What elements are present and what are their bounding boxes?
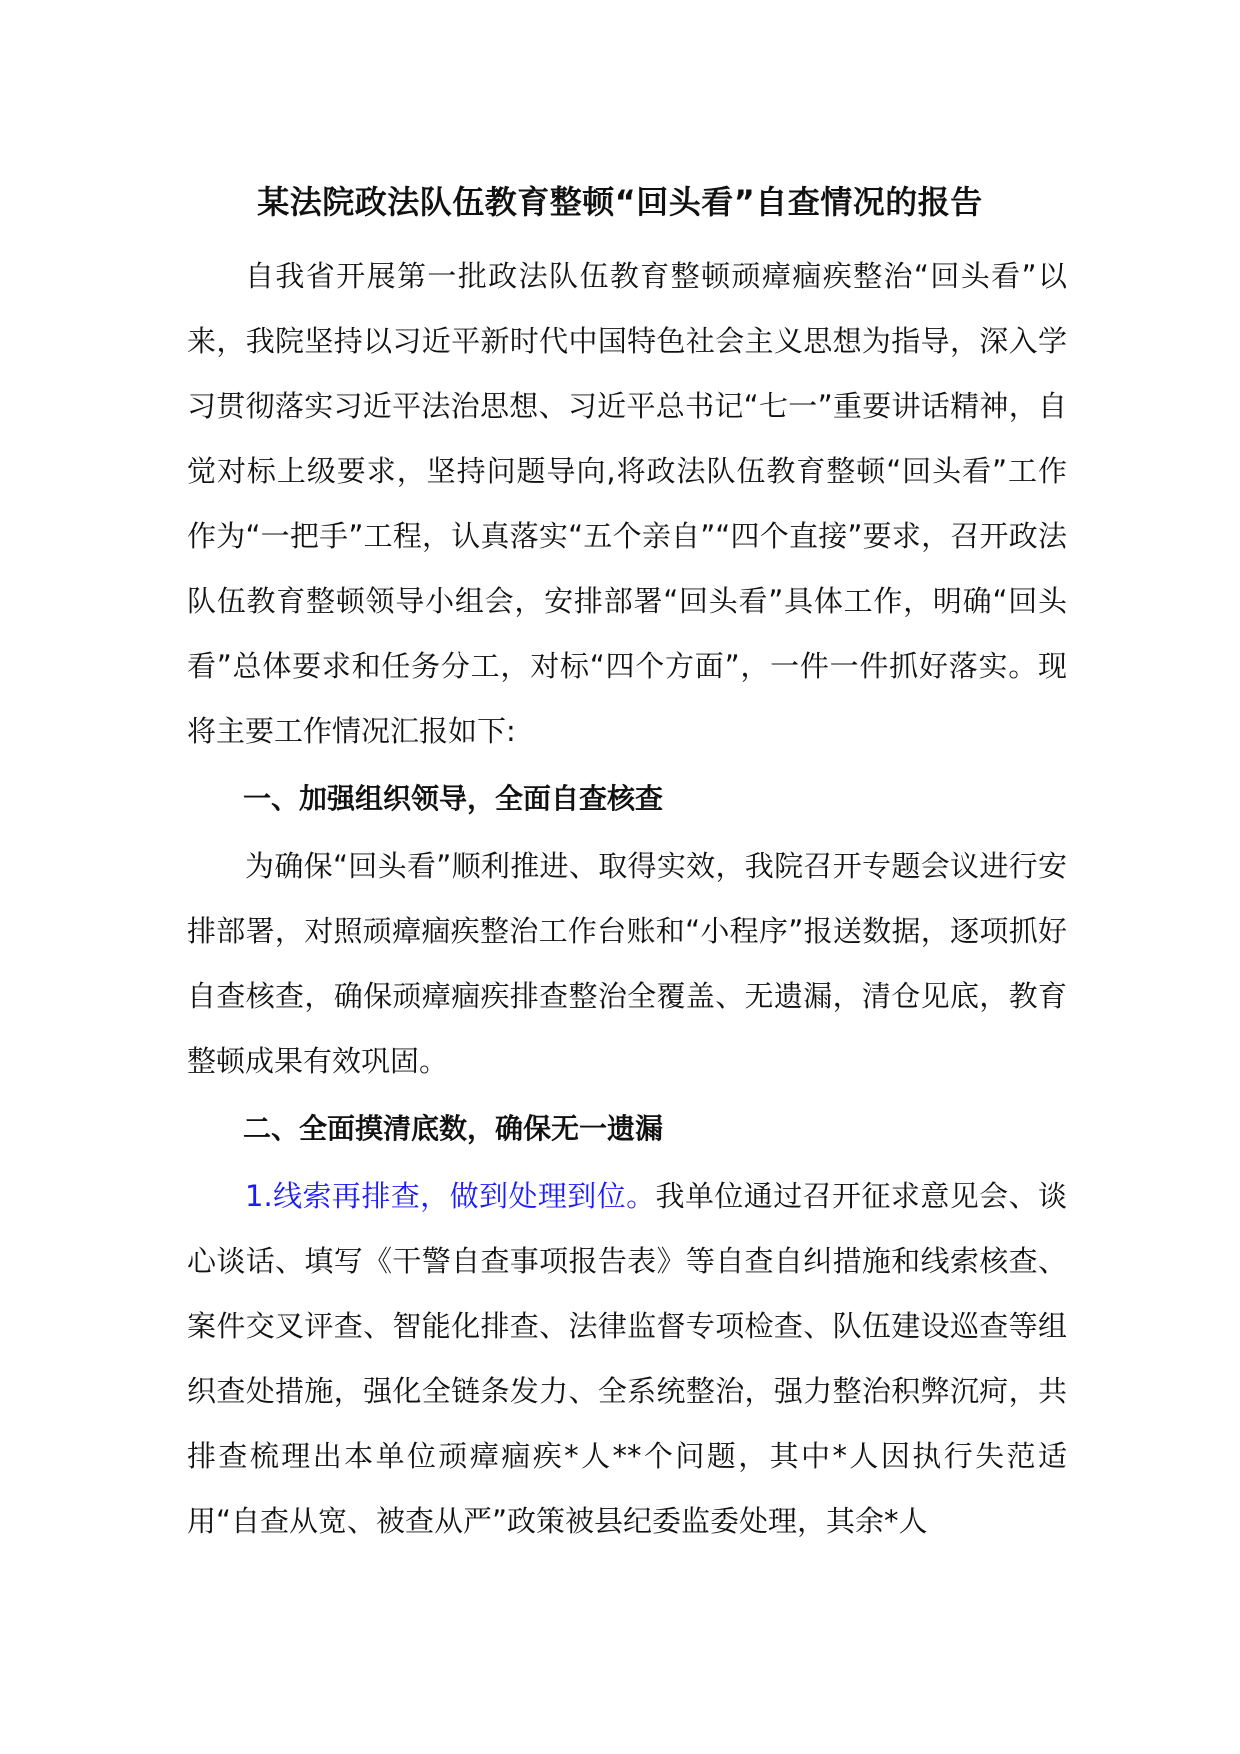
document-body <box>187 244 1067 1554</box>
document-title: 某法院政法队伍教育整顿“回头看”自查情况的报告 <box>257 183 983 221</box>
section-2-item-1-paragraph <box>187 1164 1067 1554</box>
section-1-paragraph: 为确保“回头看”顺利推进、取得实效，我院召开专题会议进行安排部署，对照顽瘴痼疾整治工作台账和“小程序”报送数据，逐项抓好自查核查，确保顽瘴痼疾排查整治全覆盖、无遗漏，清仓见底，教育整顿成果有效巩固。 <box>187 849 1067 1078</box>
section-2-item-1-body: 我单位通过召开征求意见会、谈心谈话、填写《干警自查事项报告表》等自查自纠措施和线索核查、案件交叉评查、智能化排查、法律监督专项检查、队伍建设巡查等组织查处措施，强化全链条发力、全系统整治，强力整治积弊沉疴，共排查梳理出本单位顽瘴痼疾*人**个问题，其中*人因执行失范适用“自查从宽、被查从严”政策被县纪委监委处理，其余*人 <box>187 1179 1067 1538</box>
section-2-heading: 二、全面摸清底数，确保无一遗漏 <box>243 1112 664 1145</box>
intro-paragraph: 自我省开展第一批政法队伍教育整顿顽瘴痼疾整治“回头看”以来，我院坚持以习近平新时代中国特色社会主义思想为指导，深入学习贯彻落实习近平法治思想、习近平总书记“七一”重要讲话精神，自觉对标上级要求，坚持问题导向,将政法队伍教育整顿“回头看”工作作为“一把手”工程，认真落实“五个亲自”“四个直接”要求，召开政法队伍教育整顿领导小组会，安排部署“回头看”具体工作，明确“回头看”总体要求和任务分工，对标“四个方面”，一件一件抓好落实。现将主要工作情况汇报如下: <box>187 259 1067 748</box>
section-1-heading: 一、加强组织领导，全面自查核查 <box>243 782 664 815</box>
section-2-item-1-lead: 1.线索再排查，做到处理到位。 <box>245 1179 656 1213</box>
